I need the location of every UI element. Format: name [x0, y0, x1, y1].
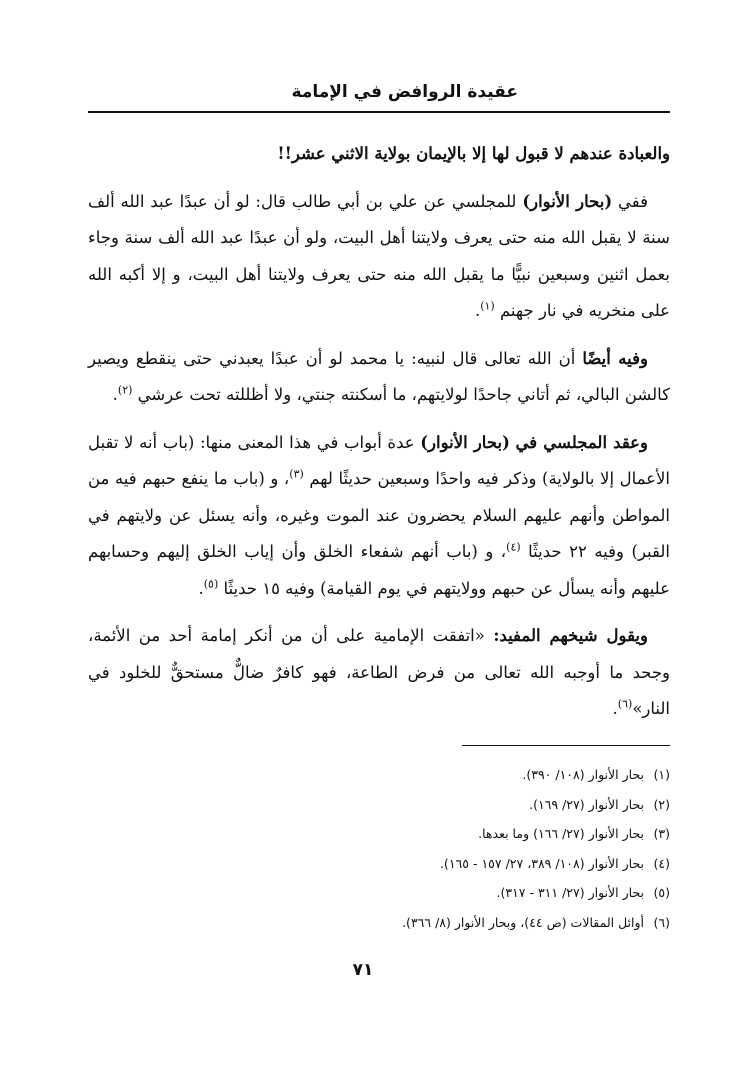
footnote-ref-5[interactable]: (٥) — [203, 577, 219, 590]
p5-lead: ويقول شيخهم المفيد: — [493, 626, 648, 645]
p3-lead: وفيه أيضًا — [582, 348, 648, 368]
paragraph-2: ففي (بحار الأنوار) للمجلسي عن علي بن أبي طالب قال: لو أن عبدًا عبد الله ألف سنة لا يقبل الله منه حتى يعرف ولايتنا أهل البيت، ولو أن عبدًا عبد الله ألف سنة وجاء بعمل اثنين وسبعين نبيًّا ما يقبل الله منه حتى يعرف ولايتنا أهل البيت، و إلا أكبه الله على منخريه في نار جهنم $^{(١)}$. — [88, 191, 670, 320]
footnote-ref-3[interactable]: (٣) — [289, 467, 304, 481]
footnote-ref-2[interactable]: (٢) — [117, 383, 133, 397]
footnote-ref-4[interactable]: (٤) — [506, 540, 521, 554]
p4-source-title: (بحار الأنوار) — [420, 432, 510, 452]
paragraph-5: ويقول شيخهم المفيد: «اتفقت الإمامية على أن من أنكر إمامة أحد من الأئمة، وجحد ما أوجبه الله تعالى من فرض الطاعة، فهو كافرٌ ضالٌّ مستحقٌّ للخلود في النار»$^{(٦)}$. — [88, 626, 670, 718]
footnote-text: بحار الأنوار (٢٧/ ١٦٦) وما بعدها. — [478, 826, 644, 841]
footnote-item — [200, 908, 670, 938]
footnote-item — [200, 760, 670, 790]
footnote-text: بحار الأنوار (١٠٨/ ٣٩٠). — [522, 767, 644, 782]
p5-text: «اتفقت الإمامية على أن من أنكر إمامة أحد من الأئمة، وجحد ما أوجبه الله تعالى من فرض الطاعة، فهو كافرٌ ضالٌّ مستحقٌّ للخلود في النار» — [88, 626, 670, 718]
main-text — [88, 136, 670, 739]
footnote-text: بحار الأنوار (١٠٨/ ٣٨٩، ٢٧/ ١٥٧ - ١٦٥). — [439, 855, 644, 871]
footnote-item — [200, 790, 670, 820]
footnote-item — [200, 878, 670, 908]
page-header — [88, 74, 670, 114]
footnote-item — [200, 819, 670, 849]
footnote-text: بحار الأنوار (٢٧/ ٣١١ - ٣١٧). — [496, 885, 644, 900]
footnote-number: (٥) — [653, 885, 670, 900]
footnote-separator — [462, 745, 670, 746]
paragraph-1: والعبادة عندهم لا قبول لها إلا بالإيمان بولاية الاثني عشر!! — [277, 144, 670, 163]
header-rule — [88, 111, 670, 113]
footnote-number: (٦) — [653, 914, 670, 930]
footnote-item — [200, 849, 670, 879]
p3-text: أن الله تعالى قال لنبيه: يا محمد لو أن عبدًا يعبدني حتى ينقطع ويصير كالشن البالي، ثم أتاني جاحدًا لولايتهم، ما أسكنته جنتي، ولا أظللته تحت عرشي — [88, 348, 670, 404]
paragraph-4: وعقد المجلسي في (بحار الأنوار) عدة أبواب في هذا المعنى منها: (باب أنه لا تقبل الأعمال إلا بالولاية) وذكر فيه واحدًا وسبعين حديثًا لهم $^{(٣)}$، و (باب ما ينفع حبهم فيه من المواطن وأنهم عليهم السلام يحضرون عند الموت وغيره، وأنه يسئل عن ولايتهم في القبر) وفيه ٢٢ حديثًا $^{(٤)}$، و (باب أنهم شفعاء الخلق وأن إياب الخلق إليهم وحسابهم عليهم وأنه يسأل عن حبهم وولايتهم في يوم القيامة) وفيه ١٥ حديثًا $^{(٥)}$. — [88, 432, 670, 598]
p2-text: للمجلسي عن علي بن أبي طالب قال: لو أن عبدًا عبد الله ألف سنة لا يقبل الله منه حتى يعرف ولايتنا أهل البيت، ولو أن عبدًا عبد الله ألف سنة وجاء بعمل اثنين وسبعين نبيًّا ما يقبل الله منه حتى يعرف ولايتنا أهل البيت، و إلا أكبه الله على منخريه في نار جهنم — [88, 191, 670, 320]
running-title: عقيدة الروافض في الإمامة — [291, 82, 518, 102]
footnote-ref-1[interactable]: (١) — [480, 299, 495, 313]
page-number: ٧١ — [352, 960, 374, 980]
footnote-number: (٤) — [653, 855, 670, 871]
p2-lead: ففي — [618, 191, 649, 211]
paragraph-3: وفيه أيضًا أن الله تعالى قال لنبيه: يا محمد لو أن عبدًا يعبدني حتى ينقطع ويصير كالشن البالي، ثم أتاني جاحدًا لولايتهم، ما أسكنته جنتي، ولا أظللته تحت عرشي $^{(٢)}$. — [88, 348, 670, 404]
p2-source-title: (بحار الأنوار) — [522, 191, 613, 211]
footnote-number: (٢) — [653, 796, 670, 812]
footnote-text: بحار الأنوار (٢٧/ ١٦٩). — [529, 796, 644, 812]
footnote-number: (١) — [653, 767, 670, 782]
p4-text-a: عدة أبواب في هذا المعنى منها: (باب أنه لا تقبل الأعمال إلا بالولاية) وذكر فيه واحدًا وسبعين حديثًا لهم — [88, 432, 670, 488]
footnote-number: (٣) — [653, 826, 670, 841]
p4-lead: وعقد المجلسي في — [515, 432, 648, 452]
footnote-ref-6[interactable]: (٦) — [617, 697, 633, 711]
footnotes-list — [200, 760, 670, 937]
p4-text-b: ، و (باب ما ينفع حبهم فيه من المواطن وأنهم عليهم السلام يحضرون عند الموت وغيره، وأنه يسئل عن ولايتهم في القبر) وفيه ٢٢ حديثًا — [88, 469, 670, 561]
p4-text-c: ، و (باب أنهم شفعاء الخلق وأن إياب الخلق إليهم وحسابهم عليهم وأنه يسأل عن حبهم وولايتهم في يوم القيامة) وفيه ١٥ حديثًا — [88, 542, 670, 598]
footnote-text: أوائل المقالات (ص ٤٤)، وبحار الأنوار (٨/ ٣٦٦). — [402, 914, 644, 930]
